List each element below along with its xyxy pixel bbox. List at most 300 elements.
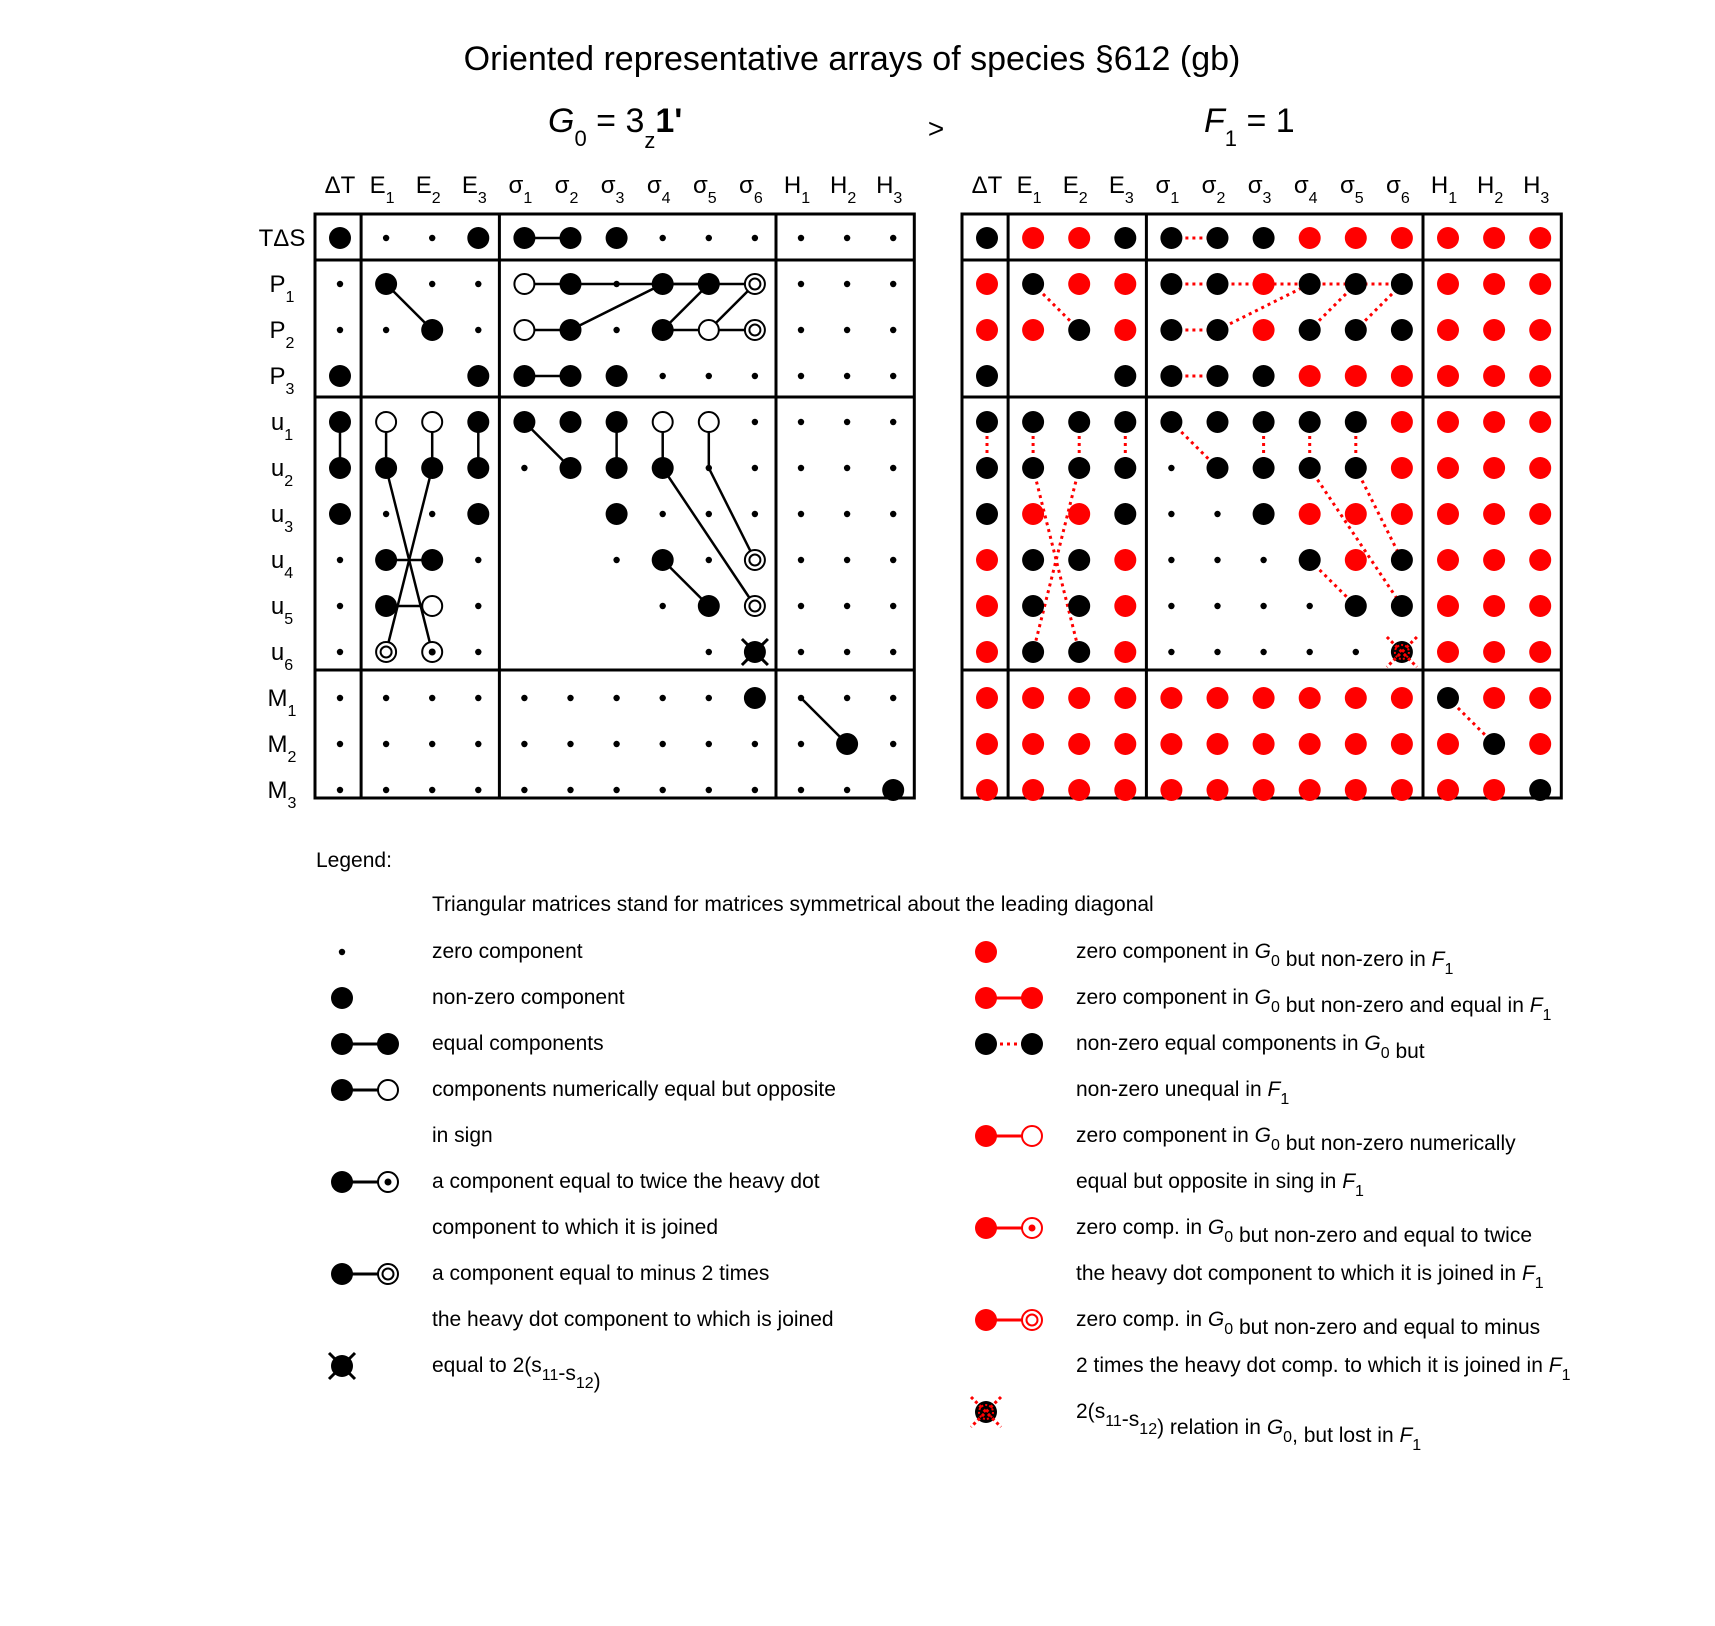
- matrix-cell: [1437, 733, 1459, 755]
- legend-text: equal to $2(s_{11}-s_{12})$: [432, 1354, 601, 1393]
- row-header: $M_3$: [267, 777, 297, 812]
- matrix-cell: [1437, 273, 1459, 295]
- matrix-cell: [1391, 457, 1413, 479]
- matrix-cell: [1160, 779, 1182, 801]
- matrix-cell: [1022, 227, 1044, 249]
- column-header: $E_3$: [461, 172, 487, 207]
- matrix-cell: [844, 373, 850, 379]
- matrix-cell: [1483, 687, 1505, 709]
- matrix-cell: [844, 281, 850, 287]
- matrix-cell: [890, 557, 896, 563]
- matrix-cell: [844, 787, 850, 793]
- matrix-cell: [375, 457, 397, 479]
- column-header: $H_2$: [1476, 172, 1504, 207]
- matrix-cell: [1529, 733, 1551, 755]
- matrix-cell: [1160, 273, 1182, 295]
- row-header: TΔS: [258, 225, 306, 252]
- matrix-cell: [706, 373, 712, 379]
- matrix-cell: [1207, 779, 1229, 801]
- matrix-cell: [1207, 273, 1229, 295]
- matrix-cell: [844, 465, 850, 471]
- matrix-cell: [422, 412, 442, 432]
- matrix-cell: [1483, 779, 1505, 801]
- matrix-cell: [798, 373, 804, 379]
- matrix-cell: [1253, 779, 1275, 801]
- matrix-cell: [1168, 649, 1174, 655]
- matrix-cell: [890, 511, 896, 517]
- matrix-cell: [652, 549, 674, 571]
- matrix-cell: [1068, 595, 1090, 617]
- matrix-cell: [798, 511, 804, 517]
- legend-item: [329, 1353, 601, 1393]
- matrix-cell: [1260, 649, 1266, 655]
- legend-item: [971, 1397, 1421, 1454]
- matrix-cell: [329, 227, 351, 249]
- row-header: $P_3$: [269, 363, 295, 398]
- matrix-cell: [976, 779, 998, 801]
- matrix-cell: [560, 273, 582, 295]
- matrix-cell: [752, 787, 758, 793]
- matrix-cell: [882, 779, 904, 801]
- matrix-cell: [1114, 733, 1136, 755]
- legend-x: [329, 1353, 355, 1379]
- matrix-cell: [606, 411, 628, 433]
- matrix-cell: [706, 649, 712, 655]
- matrix-cell: [1391, 319, 1413, 341]
- matrix-cell: [1114, 273, 1136, 295]
- matrix-cell: [1022, 457, 1044, 479]
- matrix-cell: [429, 741, 435, 747]
- matrix-cell: [1068, 273, 1090, 295]
- matrix-cell: [337, 327, 343, 333]
- row-header: $u_1$: [270, 409, 294, 444]
- matrix-cell: [844, 419, 850, 425]
- matrix-cell: [329, 457, 351, 479]
- matrix-cell: [660, 695, 666, 701]
- matrix-cell: [844, 603, 850, 609]
- matrix-cell: [1529, 595, 1551, 617]
- matrix-cell: [521, 787, 527, 793]
- matrix-cell: [421, 457, 443, 479]
- legend-heading: Legend:: [316, 849, 392, 872]
- matrix-cell: [1483, 595, 1505, 617]
- matrix-cell: [1253, 273, 1275, 295]
- matrix-cell: [1022, 411, 1044, 433]
- matrix-cell: [1391, 227, 1413, 249]
- matrix-cell: [1529, 641, 1551, 663]
- row-header: $M_1$: [267, 685, 297, 720]
- matrix-cell: [422, 642, 442, 662]
- column-header: ΔT: [971, 172, 1003, 199]
- matrix-cell: [1529, 687, 1551, 709]
- matrix-cell: [1114, 595, 1136, 617]
- legend-note: Triangular matrices stand for matrices symmetrical about the leading diagonal: [432, 893, 1154, 916]
- column-header: $\sigma_5$: [692, 172, 717, 207]
- legend-text: non-zero equal components in $G_0$ but: [1076, 1032, 1425, 1063]
- matrix-cell: [660, 373, 666, 379]
- legend-text: 2 times the heavy dot comp. to which it is joined in $F_1$: [1076, 1354, 1571, 1384]
- legend-text: a component equal to twice the heavy dot: [432, 1170, 820, 1193]
- matrix-cell: [1299, 779, 1321, 801]
- legend-item: [331, 1262, 834, 1331]
- matrix-cell: [1345, 227, 1367, 249]
- matrix-cell: [467, 457, 489, 479]
- matrix-cell: [660, 603, 666, 609]
- legend-symbol-eq: [331, 1033, 399, 1055]
- column-header: ΔT: [324, 172, 356, 199]
- matrix-cell: [798, 649, 804, 655]
- legend-text: the heavy dot component to which is joined: [432, 1308, 834, 1331]
- matrix-cell: [1391, 549, 1413, 571]
- matrix-cell: [1437, 641, 1459, 663]
- left-matrix: [315, 172, 914, 801]
- column-header: $\sigma_6$: [739, 172, 763, 207]
- matrix-cell: [1114, 319, 1136, 341]
- matrix-cell: [1068, 411, 1090, 433]
- relation-link: [1310, 468, 1402, 606]
- matrix-cell: [1214, 603, 1220, 609]
- matrix-cell: [1437, 687, 1459, 709]
- matrix-cell: [1299, 227, 1321, 249]
- matrix-cell: [1022, 595, 1044, 617]
- matrix-cell: [521, 741, 527, 747]
- matrix-cell: [467, 503, 489, 525]
- matrix-cell: [383, 327, 389, 333]
- matrix-cell: [1391, 273, 1413, 295]
- matrix-cell: [836, 733, 858, 755]
- matrix-cell: [521, 465, 527, 471]
- matrix-cell: [976, 687, 998, 709]
- legend-left-items: [329, 940, 836, 1393]
- matrix-cell: [1114, 227, 1136, 249]
- matrix-cell: [475, 787, 481, 793]
- column-header: $H_3$: [1523, 172, 1550, 207]
- matrix-cell: [1345, 733, 1367, 755]
- matrix-cell: [976, 595, 998, 617]
- matrix-cell: [1207, 227, 1229, 249]
- column-header: $E_3$: [1108, 172, 1134, 207]
- row-header: $u_2$: [270, 455, 294, 490]
- matrix-cell: [1022, 549, 1044, 571]
- legend-item: [975, 1032, 1425, 1108]
- matrix-cell: [1299, 273, 1321, 295]
- matrix-cell: [613, 741, 619, 747]
- matrix-cell: [1529, 503, 1551, 525]
- matrix-cell: [1299, 319, 1321, 341]
- column-header: $H_3$: [876, 172, 903, 207]
- matrix-cell: [606, 365, 628, 387]
- left-group-heading: [548, 102, 682, 153]
- matrix-cell: [1299, 503, 1321, 525]
- left-group-tail: 1': [655, 102, 683, 140]
- legend-item: [975, 1216, 1544, 1292]
- matrix-cell: [383, 787, 389, 793]
- matrix-cell: [1529, 273, 1551, 295]
- matrix-cell: [1529, 779, 1551, 801]
- matrix-cell: [1345, 549, 1367, 571]
- matrix-cell: [475, 557, 481, 563]
- matrix-cell: [1114, 457, 1136, 479]
- matrix-cell: [1160, 319, 1182, 341]
- matrix-cell: [1114, 641, 1136, 663]
- matrix-cell: [1299, 365, 1321, 387]
- legend-text: in sign: [432, 1124, 493, 1147]
- matrix-cell: [1260, 603, 1266, 609]
- legend-symbol-big: [331, 987, 353, 1009]
- matrix-cell: [383, 235, 389, 241]
- matrix-cell: [1207, 457, 1229, 479]
- matrix-cell: [1114, 779, 1136, 801]
- legend-right-items: [971, 940, 1571, 1454]
- matrix-cell: [329, 503, 351, 525]
- legend-text: a component equal to minus 2 times: [432, 1262, 770, 1285]
- matrix-cell: [1068, 549, 1090, 571]
- matrix-cell: [1207, 733, 1229, 755]
- matrix-cell: [513, 411, 535, 433]
- legend-item: [331, 1170, 820, 1239]
- matrix-cell: [844, 649, 850, 655]
- matrix-cell: [337, 695, 343, 701]
- matrix-cell: [742, 639, 768, 665]
- matrix-cell: [560, 457, 582, 479]
- column-header: $\sigma_2$: [554, 172, 579, 207]
- matrix-cell: [1114, 549, 1136, 571]
- matrix-cell: [1483, 319, 1505, 341]
- matrix-cell: [1345, 365, 1367, 387]
- matrix-cell: [798, 327, 804, 333]
- matrix-cell: [1437, 779, 1459, 801]
- matrix-cell: [383, 511, 389, 517]
- matrix-cell: [1345, 273, 1367, 295]
- matrix-cell: [1253, 457, 1275, 479]
- legend-text: zero component in $G_0$ but non-zero numerically: [1076, 1124, 1516, 1155]
- matrix-cell: [752, 373, 758, 379]
- matrix-cell: [976, 411, 998, 433]
- matrix-cell: [706, 557, 712, 563]
- matrix-cell: [1529, 365, 1551, 387]
- matrix-cell: [1345, 503, 1367, 525]
- matrix-cell: [1022, 687, 1044, 709]
- matrix-cell: [421, 319, 443, 341]
- matrix-cell: [976, 319, 998, 341]
- matrix-cell: [475, 695, 481, 701]
- matrix-cell: [744, 687, 766, 709]
- row-header: $u_6$: [270, 639, 294, 674]
- matrix-cell: [752, 741, 758, 747]
- left-group-eq: = 3: [586, 102, 645, 140]
- legend-symbol-redopp: [975, 1125, 1042, 1147]
- column-header: $E_2$: [1062, 172, 1088, 207]
- matrix-cell: [1253, 319, 1275, 341]
- matrix-cell: [1214, 557, 1220, 563]
- matrix-cell: [1168, 465, 1174, 471]
- matrix-cell: [1068, 227, 1090, 249]
- matrix-cell: [798, 603, 804, 609]
- matrix-cell: [513, 227, 535, 249]
- matrix-cell: [1068, 503, 1090, 525]
- matrix-cell: [844, 327, 850, 333]
- matrix-cell: [1214, 511, 1220, 517]
- legend-text: zero component: [432, 940, 583, 963]
- right-group-symbol: F: [1204, 102, 1225, 140]
- matrix-cell: [567, 741, 573, 747]
- matrix-cell: [1068, 319, 1090, 341]
- matrix-cell: [1529, 549, 1551, 571]
- matrix-cell: [1022, 503, 1044, 525]
- matrix-cell: [798, 465, 804, 471]
- matrix-cell: [745, 320, 765, 340]
- matrix-cell: [1345, 319, 1367, 341]
- legend-symbol-red: [975, 941, 997, 963]
- matrix-cell: [1114, 503, 1136, 525]
- matrix-cell: [375, 595, 397, 617]
- matrix-cell: [1391, 365, 1413, 387]
- legend-symbol-opp: [331, 1079, 398, 1101]
- matrix-cell: [521, 695, 527, 701]
- matrix-cell: [429, 695, 435, 701]
- matrix-cell: [1437, 549, 1459, 571]
- matrix-cell: [1168, 603, 1174, 609]
- matrix-cell: [560, 365, 582, 387]
- matrix-cell: [613, 327, 619, 333]
- matrix-cell: [1307, 649, 1313, 655]
- legend-text: non-zero unequal in $F_1$: [1076, 1078, 1290, 1108]
- legend-text: components numerically equal but opposite: [432, 1078, 836, 1101]
- legend-item: [331, 986, 625, 1009]
- matrix-cell: [1437, 595, 1459, 617]
- matrix-cell: [1160, 365, 1182, 387]
- matrix-cell: [475, 281, 481, 287]
- row-header: $u_4$: [270, 547, 294, 582]
- matrix-cell: [798, 695, 804, 701]
- legend-text: equal components: [432, 1032, 604, 1055]
- matrix-cell: [1299, 549, 1321, 571]
- matrix-cell: [1387, 637, 1417, 667]
- matrix-cell: [1253, 365, 1275, 387]
- matrix-cell: [1168, 511, 1174, 517]
- left-group-sub2: z: [644, 128, 656, 153]
- relation-link: [663, 468, 755, 606]
- matrix-cell: [890, 603, 896, 609]
- matrix-cell: [337, 557, 343, 563]
- matrix-cell: [1260, 557, 1266, 563]
- matrix-cell: [1345, 687, 1367, 709]
- matrix-cell: [752, 235, 758, 241]
- matrix-cell: [890, 649, 896, 655]
- svg-text:G0 = 3z1': [548, 102, 682, 153]
- column-header: $E_1$: [1016, 172, 1042, 207]
- legend-text: equal but opposite in sing in $F_1$: [1076, 1170, 1364, 1200]
- matrix-cell: [798, 741, 804, 747]
- matrix-cell: [560, 319, 582, 341]
- matrix-cell: [1160, 411, 1182, 433]
- matrix-cell: [1207, 687, 1229, 709]
- legend-symbol-minus2: [331, 1263, 398, 1285]
- left-group-sub: 0: [574, 126, 587, 151]
- matrix-cell: [844, 511, 850, 517]
- matrix-cell: [514, 320, 534, 340]
- matrix-cell: [376, 642, 396, 662]
- matrix-cell: [375, 549, 397, 571]
- matrix-cell: [1253, 733, 1275, 755]
- matrix-cell: [606, 457, 628, 479]
- matrix-cell: [660, 741, 666, 747]
- legend-text: $2(s_{11}-s_{12})$ relation in $G_0$, but lost in $F_1$: [1076, 1400, 1422, 1454]
- matrix-cell: [375, 273, 397, 295]
- matrix-cell: [383, 741, 389, 747]
- matrix-cell: [337, 787, 343, 793]
- column-header: $\sigma_1$: [508, 172, 533, 207]
- matrix-cell: [1353, 649, 1359, 655]
- relation-symbol: >: [927, 113, 945, 144]
- matrix-cell: [567, 787, 573, 793]
- matrix-cell: [467, 365, 489, 387]
- matrix-cell: [475, 327, 481, 333]
- column-header: $\sigma_2$: [1201, 172, 1226, 207]
- row-header: $u_5$: [270, 593, 294, 628]
- matrix-cell: [976, 273, 998, 295]
- matrix-cell: [606, 227, 628, 249]
- legend-symbol-redminus2: [975, 1309, 1042, 1331]
- matrix-cell: [1529, 227, 1551, 249]
- matrix-cell: [1483, 641, 1505, 663]
- relation-link: [571, 284, 663, 330]
- matrix-cell: [1437, 503, 1459, 525]
- column-header: $\sigma_5$: [1339, 172, 1364, 207]
- matrix-cell: [1437, 457, 1459, 479]
- matrix-cell: [1483, 365, 1505, 387]
- matrix-cell: [1160, 687, 1182, 709]
- matrix-cell: [1253, 503, 1275, 525]
- matrix-cell: [660, 787, 666, 793]
- matrix-cell: [376, 412, 396, 432]
- legend-item: [975, 1124, 1516, 1200]
- legend-item: [331, 1078, 836, 1147]
- legend-symbol-redeq: [975, 987, 1043, 1009]
- matrix-cell: [798, 557, 804, 563]
- matrix-links: [987, 238, 1494, 744]
- matrix-cell: [1483, 457, 1505, 479]
- column-header: $\sigma_4$: [1293, 172, 1318, 207]
- legend-text: non-zero component: [432, 986, 625, 1009]
- matrix-cell: [976, 365, 998, 387]
- matrix-cell: [890, 465, 896, 471]
- matrix-cell: [1068, 641, 1090, 663]
- matrix-cell: [745, 596, 765, 616]
- matrix-cell: [976, 549, 998, 571]
- matrix-cell: [976, 503, 998, 525]
- matrix-cell: [798, 235, 804, 241]
- matrix-cell: [699, 320, 719, 340]
- matrix-cell: [752, 419, 758, 425]
- matrix-cell: [429, 787, 435, 793]
- column-header: $E_2$: [415, 172, 441, 207]
- column-header: $\sigma_6$: [1386, 172, 1410, 207]
- matrix-cell: [1391, 687, 1413, 709]
- matrix-cell: [1253, 227, 1275, 249]
- matrix-cell: [1022, 641, 1044, 663]
- matrix-cell: [1391, 411, 1413, 433]
- matrix-cell: [475, 603, 481, 609]
- matrix-cell: [1529, 457, 1551, 479]
- matrix-cell: [1168, 557, 1174, 563]
- matrix-cell: [1345, 595, 1367, 617]
- matrix-cell: [567, 695, 573, 701]
- legend-item: [975, 1308, 1571, 1384]
- matrix-cell: [1391, 503, 1413, 525]
- matrix-cell: [660, 235, 666, 241]
- matrix-cell: [1160, 733, 1182, 755]
